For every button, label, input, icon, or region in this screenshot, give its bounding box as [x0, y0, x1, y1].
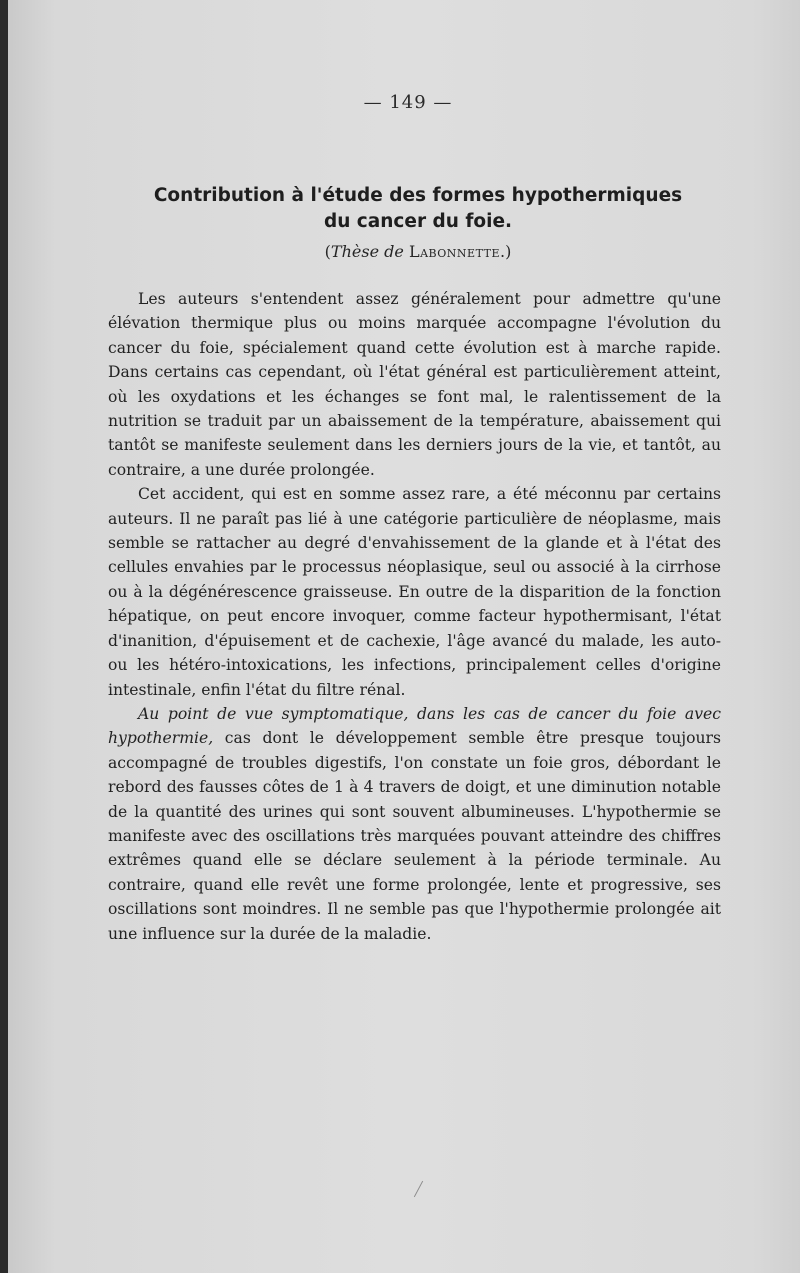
article-body	[108, 287, 721, 946]
paragraph-3	[108, 702, 721, 946]
page-number: — 149 —	[363, 92, 453, 113]
paragraph-3-text: cas dont le développement semble être presque toujours accompagné de troubles digestifs, l'on constate un foie gros, débordant le rebord des fausses côtes de 1 à 4 travers de doigt, et une diminution notable de la quantité des urines qui sont souvent albumineuses. L'hypothermie se manifeste avec des oscillations très marquées pouvant atteindre des chiffres extrêmes quand elle se déclare seulement à la période terminale. Au contraire, quand elle revêt une forme prolongée, lente et progressive, ses oscillations sont moindres. Il ne semble pas que l'hypothermie prolongée ait une influence sur la durée de la maladie.	[108, 729, 721, 943]
pencil-mark	[414, 1181, 423, 1197]
subtitle-author: Labonnette	[408, 242, 500, 261]
title-line-2: du cancer du foie.	[323, 211, 513, 232]
subtitle-these: Thèse de	[330, 242, 404, 261]
document-page	[8, 0, 800, 1273]
article-title	[108, 183, 728, 235]
paragraph-3-italic: Au point de vue symptomatique, dans les cas de cancer du foie avec hypothermie,	[108, 704, 721, 748]
paragraph-1: Les auteurs s'entendent assez généralement pour admettre qu'une élévation thermique plus ou moins marquée accompagne l'évolution du cancer du foie, spécialement quand cette évolution est à marche rapide. Dans certains cas cependant, où l'état général est particulièrement atteint, où les oxydations et les échanges se font mal, le ralentissement de la nutrition se traduit par un abaissement de la température, abaissement qui tantôt se manifeste seulement dans les derniers jours de la vie, et tantôt, au contraire, a une durée prolongée.	[108, 290, 721, 479]
subtitle-close-paren: .)	[500, 242, 512, 261]
paragraph-2: Cet accident, qui est en somme assez rare, a été méconnu par certains auteurs. Il ne paraît pas lié à une catégorie particulière de néoplasme, mais semble se rattacher au degré d'envahissement de la glande et à l'état des cellules envahies par le processus néoplasique, seul ou associé à la cirrhose ou à la dégénérescence graisseuse. En outre de la disparition de la fonction hépatique, on peut encore invoquer, comme facteur hypothermisant, l'état d'inanition, d'épuisement et de cachexie, l'âge avancé du malade, les auto- ou les hétéro-intoxications, les infections, principalement celles d'origine intestinale, enfin l'état du filtre rénal.	[108, 485, 721, 699]
title-line-1: Contribution à l'étude des formes hypothermiques	[153, 185, 683, 206]
article-subtitle	[108, 242, 728, 261]
subtitle-open-paren: (	[324, 242, 331, 261]
